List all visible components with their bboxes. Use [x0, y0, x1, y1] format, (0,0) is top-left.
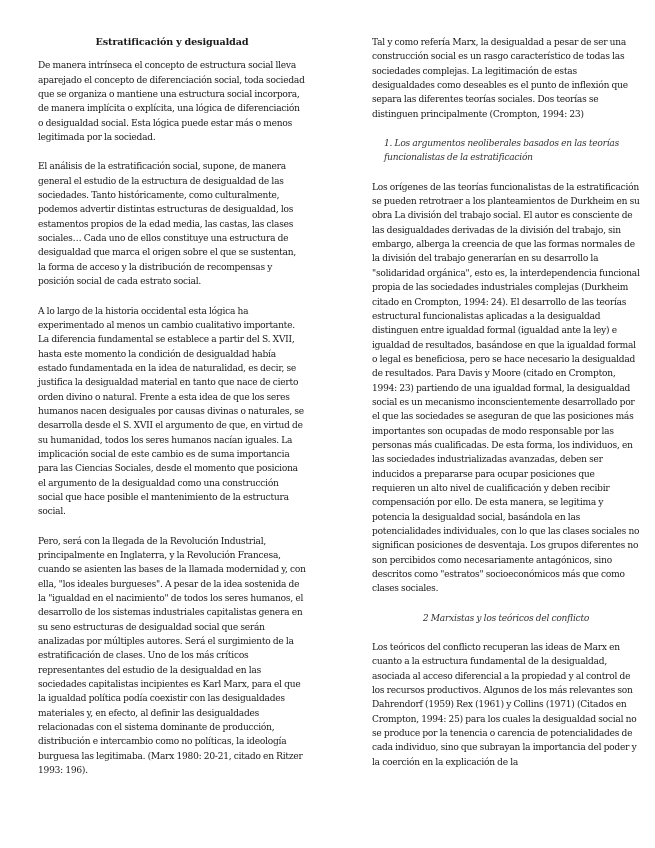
subheading-neoliberal: 1. Los argumentos neoliberales basados en las teorías funcionalistas de la estratificación	[384, 139, 619, 164]
paragraph-stratification: El análisis de la estratificación social, supone, de manera general el estudio de la estructura de desigualdad de las sociedades. Tanto históricamente, como culturalmente, podemos advertir distintas estructuras de desigualdad, los estamentos propios de la edad media, las castas, las clases sociales… Cada uno de ellos constituye una estructura de desigualdad que marca el origen sobre el que se sustentan, la forma de acceso y la distribución de recompensas y posición social de cada estrato social.	[38, 162, 297, 288]
subheading-conflict: 2 Marxistas y los teóricos del conflicto	[422, 613, 590, 624]
paragraph-marx: Tal y como refería Marx, la desigualdad a pesar de ser una construcción social es un rasgo característico de todas las sociedades complejas. La legitimación de estas desigualdades como deseables es el punto de inflexión que separa las diferentes teorías sociales. Dos teorías se distinguen principalmente (Crompton, 1994: 23)	[372, 38, 628, 120]
paragraph-intro: De manera intrínseca el concepto de estructura social lleva aparejado el concepto de diferenciación social, toda sociedad que se organiza o mantiene una estructura social incorpora, de manera implícita o explícita, una lógica de diferenciación o desigualdad social. Esta lógica puede estar más o menos legitimada por la sociedad.	[38, 61, 305, 144]
paragraph-functionalist: Los orígenes de las teorías funcionalistas de la estratificación se pueden retrotraer a los planteamientos de Durkheim en su obra La división del trabajo social. El autor es consciente de las desigualdades derivadas de la división del trabajo, sin embargo, alberga la creencia de que las formas normales de la división del trabajo generarían en su desarrollo la "solidaridad orgánica", esto es, la interdependencia funcional propia de las sociedades industriales complejas (Durkheim citado en Crompton, 1994: 24). El desarrollo de las teorías estructural funcionalistas aplicadas a la desigualdad distinguen entre igualdad formal (igualdad ante la ley) e igualdad de resultados, basándose en que la igualdad formal o legal es beneficiosa, pero se hace necesario la desigualdad de resultados. Para Davis y Moore (citado en Crompton, 1994: 23) partiendo de una igualdad formal, la desigualdad social es un mecanismo inconscientemente desarrollado por el que las sociedades se aseguran de que las posiciones más importantes son ocupadas de modo responsable por las personas más cualificadas. De esta forma, los individuos, en las sociedades industrializadas avanzadas, deben ser inducidos a prepararse para ocupar posiciones que requieren un alto nivel de cualificación y deben recibir compensación por ello. De esta manera, se legitima y potencia la desigualdad social, basándola en las potencialidades individuales, con lo que las clases sociales no significan posiciones de desventaja. Los grupos diferentes no son percibidos como necesariamente antagónicos, sino descritos como "estratos" socioeconómicos más que como clases sociales.	[372, 182, 640, 595]
right-column	[372, 36, 640, 785]
left-column	[38, 36, 306, 794]
paragraph-history: A lo largo de la historia occidental esta lógica ha experimentado al menos un cambio cualitativo importante. La diferencia fundamental se establece a partir del S. XVII, hasta este momento la condición de desigualdad había estado fundamentada en la idea de naturalidad, es decir, se justifica la desigualdad material en tanto que nace de cierto orden divino o natural. Frente a esta idea de que los seres humanos nacen desiguales por causas divinas o naturales, se desarrolla desde el S. XVII el argumento de que, en virtud de su humanidad, todos los seres humanos nacían iguales. La implicación social de este cambio es de suma importancia para las Ciencias Sociales, desde el momento que posiciona el argumento de la desigualdad como una construcción social que hace posible el mantenimiento de la estructura social.	[38, 306, 304, 518]
document-title: Estratificación y desigualdad	[95, 37, 249, 48]
paragraph-conflict: Los teóricos del conflicto recuperan las ideas de Marx en cuanto a la estructura fundamental de la desigualdad, asociada al acceso diferencial a la propiedad y al control de los recursos productivos. Algunos de los más relevantes son Dahrendorf (1959) Rex (1961) y Collins (1971) (Citados en Crompton, 1994: 25) para los cuales la desigualdad social no se produce por la tenencia o carencia de potencialidades de cada individuo, sino que subrayan la importancia del poder y la coerción en la explicación de la	[372, 643, 637, 768]
paragraph-industrial-revolution: Pero, será con la llegada de la Revolución Industrial, principalmente en Inglaterra, y la Revolución Francesa, cuando se asienten las bases de la llamada modernidad y, con ella, "los ideales burgueses". A pesar de la idea sostenida de la "igualdad en el nacimiento" de todos los seres humanos, el desarrollo de los sistemas industriales capitalistas genera en su seno estructuras de desigualdad social que serán analizadas por múltiples autores. Será el surgimiento de la estratificación de clases. Uno de los más críticos representantes del estudio de la desigualdad en las sociedades capitalistas incipientes es Karl Marx, para el que la igualdad política podía coexistir con las desigualdades materiales y, en efecto, al definir las desigualdades relacionadas con el sistema dominante de producción, distribución e intercambio como no políticas, la ideología burguesa las legitimaba. (Marx 1980: 20-21, citado en Ritzer 1993: 196).	[38, 536, 306, 777]
